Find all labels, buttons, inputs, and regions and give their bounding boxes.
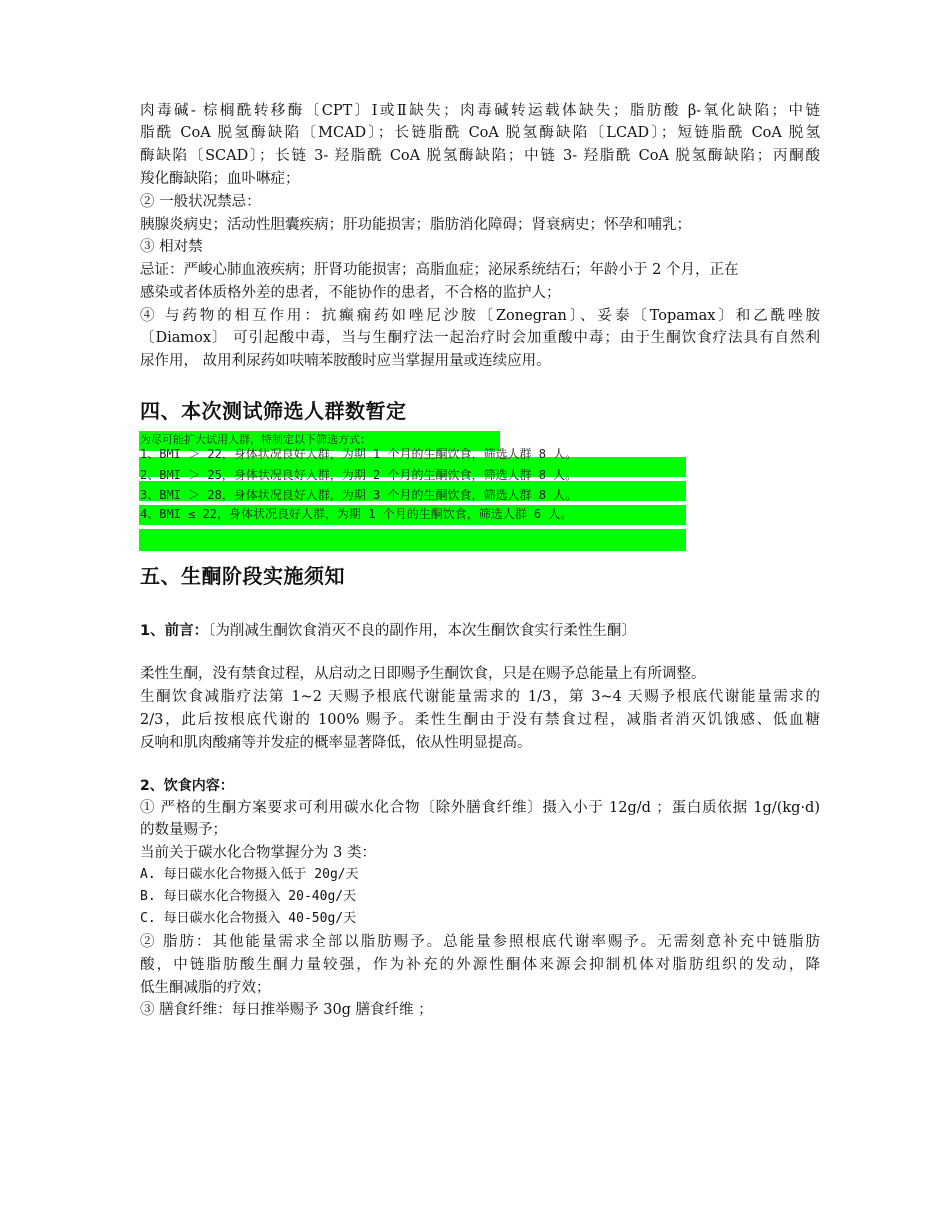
screening-item: 1、BMI ＞ 22，身体状况良好人群，为期 1 个月的生酮饮食，筛选人群 8 人。 <box>140 447 578 461</box>
screening-item: 2、BMI ＞ 25，身体状况良好人群，为期 2 个月的生酮饮食，筛选人群 8 人。 <box>140 468 578 482</box>
contraindication-line: 感染或者体质格外差的患者，不能协作的患者，不合格的监护人； <box>140 285 561 301</box>
diet-content-label: 2、饮食内容： <box>140 778 234 794</box>
drug-interaction-line: ④ 与药物的相互作用：抗癫痫药如唑尼沙胺〔Zonegran〕、妥泰〔Topamax〕和乙酰唑胺 <box>140 308 820 324</box>
preface-label: 1、前言： <box>140 623 209 639</box>
drug-interaction-line: 〔Diamox〕 可引起酸中毒，当与生酮疗法一起治疗时会加重酸中毒；由于生酮饮食疗法具有自然利 <box>140 330 820 346</box>
diet-line: 当前关于碳水化合物掌握分为 3 类： <box>140 845 376 861</box>
preface-line <box>140 620 636 642</box>
carb-option-b: B. 每日碳水化合物摄入 20-40g/天 <box>140 889 357 904</box>
relative-contraindication-heading: ③ 相对禁 <box>140 239 203 255</box>
contraindication-line: 肉毒碱- 棕榈酰转移酶〔CPT〕Ⅰ或Ⅱ缺失；肉毒碱转运载体缺失；脂肪酸 β-氧化缺陷；中链 <box>140 103 820 119</box>
contraindication-line: 胰腺炎病史；活动性胆囊疾病；肝功能损害；脂肪消化障碍；肾衰病史；怀孕和哺乳； <box>140 217 691 233</box>
highlight-block <box>139 529 686 551</box>
fat-line: 低生酮减脂的疗效； <box>140 980 271 996</box>
preface-text: 〔为削减生酮饮食消灭不良的副作用，本次生酮饮食实行柔性生酮〕 <box>208 623 636 639</box>
fat-loss-therapy-line: 生酮饮食减脂疗法第 1~2 天赐予根底代谢能量需求的 1/3，第 3~4 天赐予根底代谢能量需求的 <box>140 689 820 705</box>
contraindication-line: 羧化酶缺陷；血卟啉症； <box>140 171 300 187</box>
screening-intro: 为尽可能扩大试用人群，特制定以下筛选方式： <box>140 433 371 446</box>
fat-loss-therapy-line: 2/3，此后按根底代谢的 100% 赐予。柔性生酮由于没有禁食过程，减脂者消灭饥饿感、低血糖 <box>140 712 820 728</box>
contraindication-line: 忌证：严峻心肺血液疾病；肝肾功能损害；高脂血症；泌尿系统结石；年龄小于 2 个月，正在 <box>140 262 739 278</box>
carb-option-a: A. 每日碳水化合物摄入低于 20g/天 <box>140 867 359 882</box>
fat-line: ② 脂肪：其他能量需求全部以脂肪赐予。总能量参照根底代谢率赐予。无需刻意补充中链脂肪 <box>140 934 820 950</box>
section5-heading: 五、生酮阶段实施须知 <box>140 564 345 588</box>
carb-option-c: C. 每日碳水化合物摄入 40-50g/天 <box>140 911 357 926</box>
contraindication-line: 脂酰 CoA 脱氢酶缺陷〔MCAD〕；长链脂酰 CoA 脱氢酶缺陷〔LCAD〕；短链脂酰 CoA 脱氢 <box>140 125 820 141</box>
flexible-ketosis-paragraph: 柔性生酮，没有禁食过程，从启动之日即赐予生酮饮食，只是在赐予总能量上有所调整。 <box>140 666 706 682</box>
screening-item: 4、BMI ≤ 22，身体状况良好人群，为期 1 个月的生酮饮食，筛选人群 6 人。 <box>140 507 573 521</box>
general-contraindication-heading: ② 一般状况禁忌： <box>140 194 261 210</box>
fat-line: 酸，中链脂肪酸生酮力量较强，作为补充的外源性酮体来源会抑制机体对脂肪组织的发动，降 <box>140 957 820 973</box>
section4-heading: 四、本次测试筛选人群数暂定 <box>140 399 407 423</box>
diet-line: ① 严格的生酮方案要求可利用碳水化合物〔除外膳食纤维〕摄入小于 12g/d ；蛋白质依据 1g/(kg·d) <box>140 800 820 816</box>
fat-loss-therapy-line: 反响和肌肉酸痛等并发症的概率显著降低，依从性明显提高。 <box>140 735 532 751</box>
diet-line: 的数量赐予； <box>140 822 227 838</box>
screening-item: 3、BMI ＞ 28，身体状况良好人群，为期 3 个月的生酮饮食，筛选人群 8 人。 <box>140 488 578 502</box>
fiber-line: ③ 膳食纤维：每日推举赐予 30g 膳食纤维 ； <box>140 1002 433 1018</box>
contraindication-line: 酶缺陷〔SCAD〕；长链 3- 羟脂酰 CoA 脱氢酶缺陷；中链 3- 羟脂酰 CoA 脱氢酶缺陷；丙酮酸 <box>140 148 820 164</box>
drug-interaction-line: 尿作用， 故用利尿药如呋喃苯胺酸时应当掌握用量或连续应用。 <box>140 353 551 369</box>
